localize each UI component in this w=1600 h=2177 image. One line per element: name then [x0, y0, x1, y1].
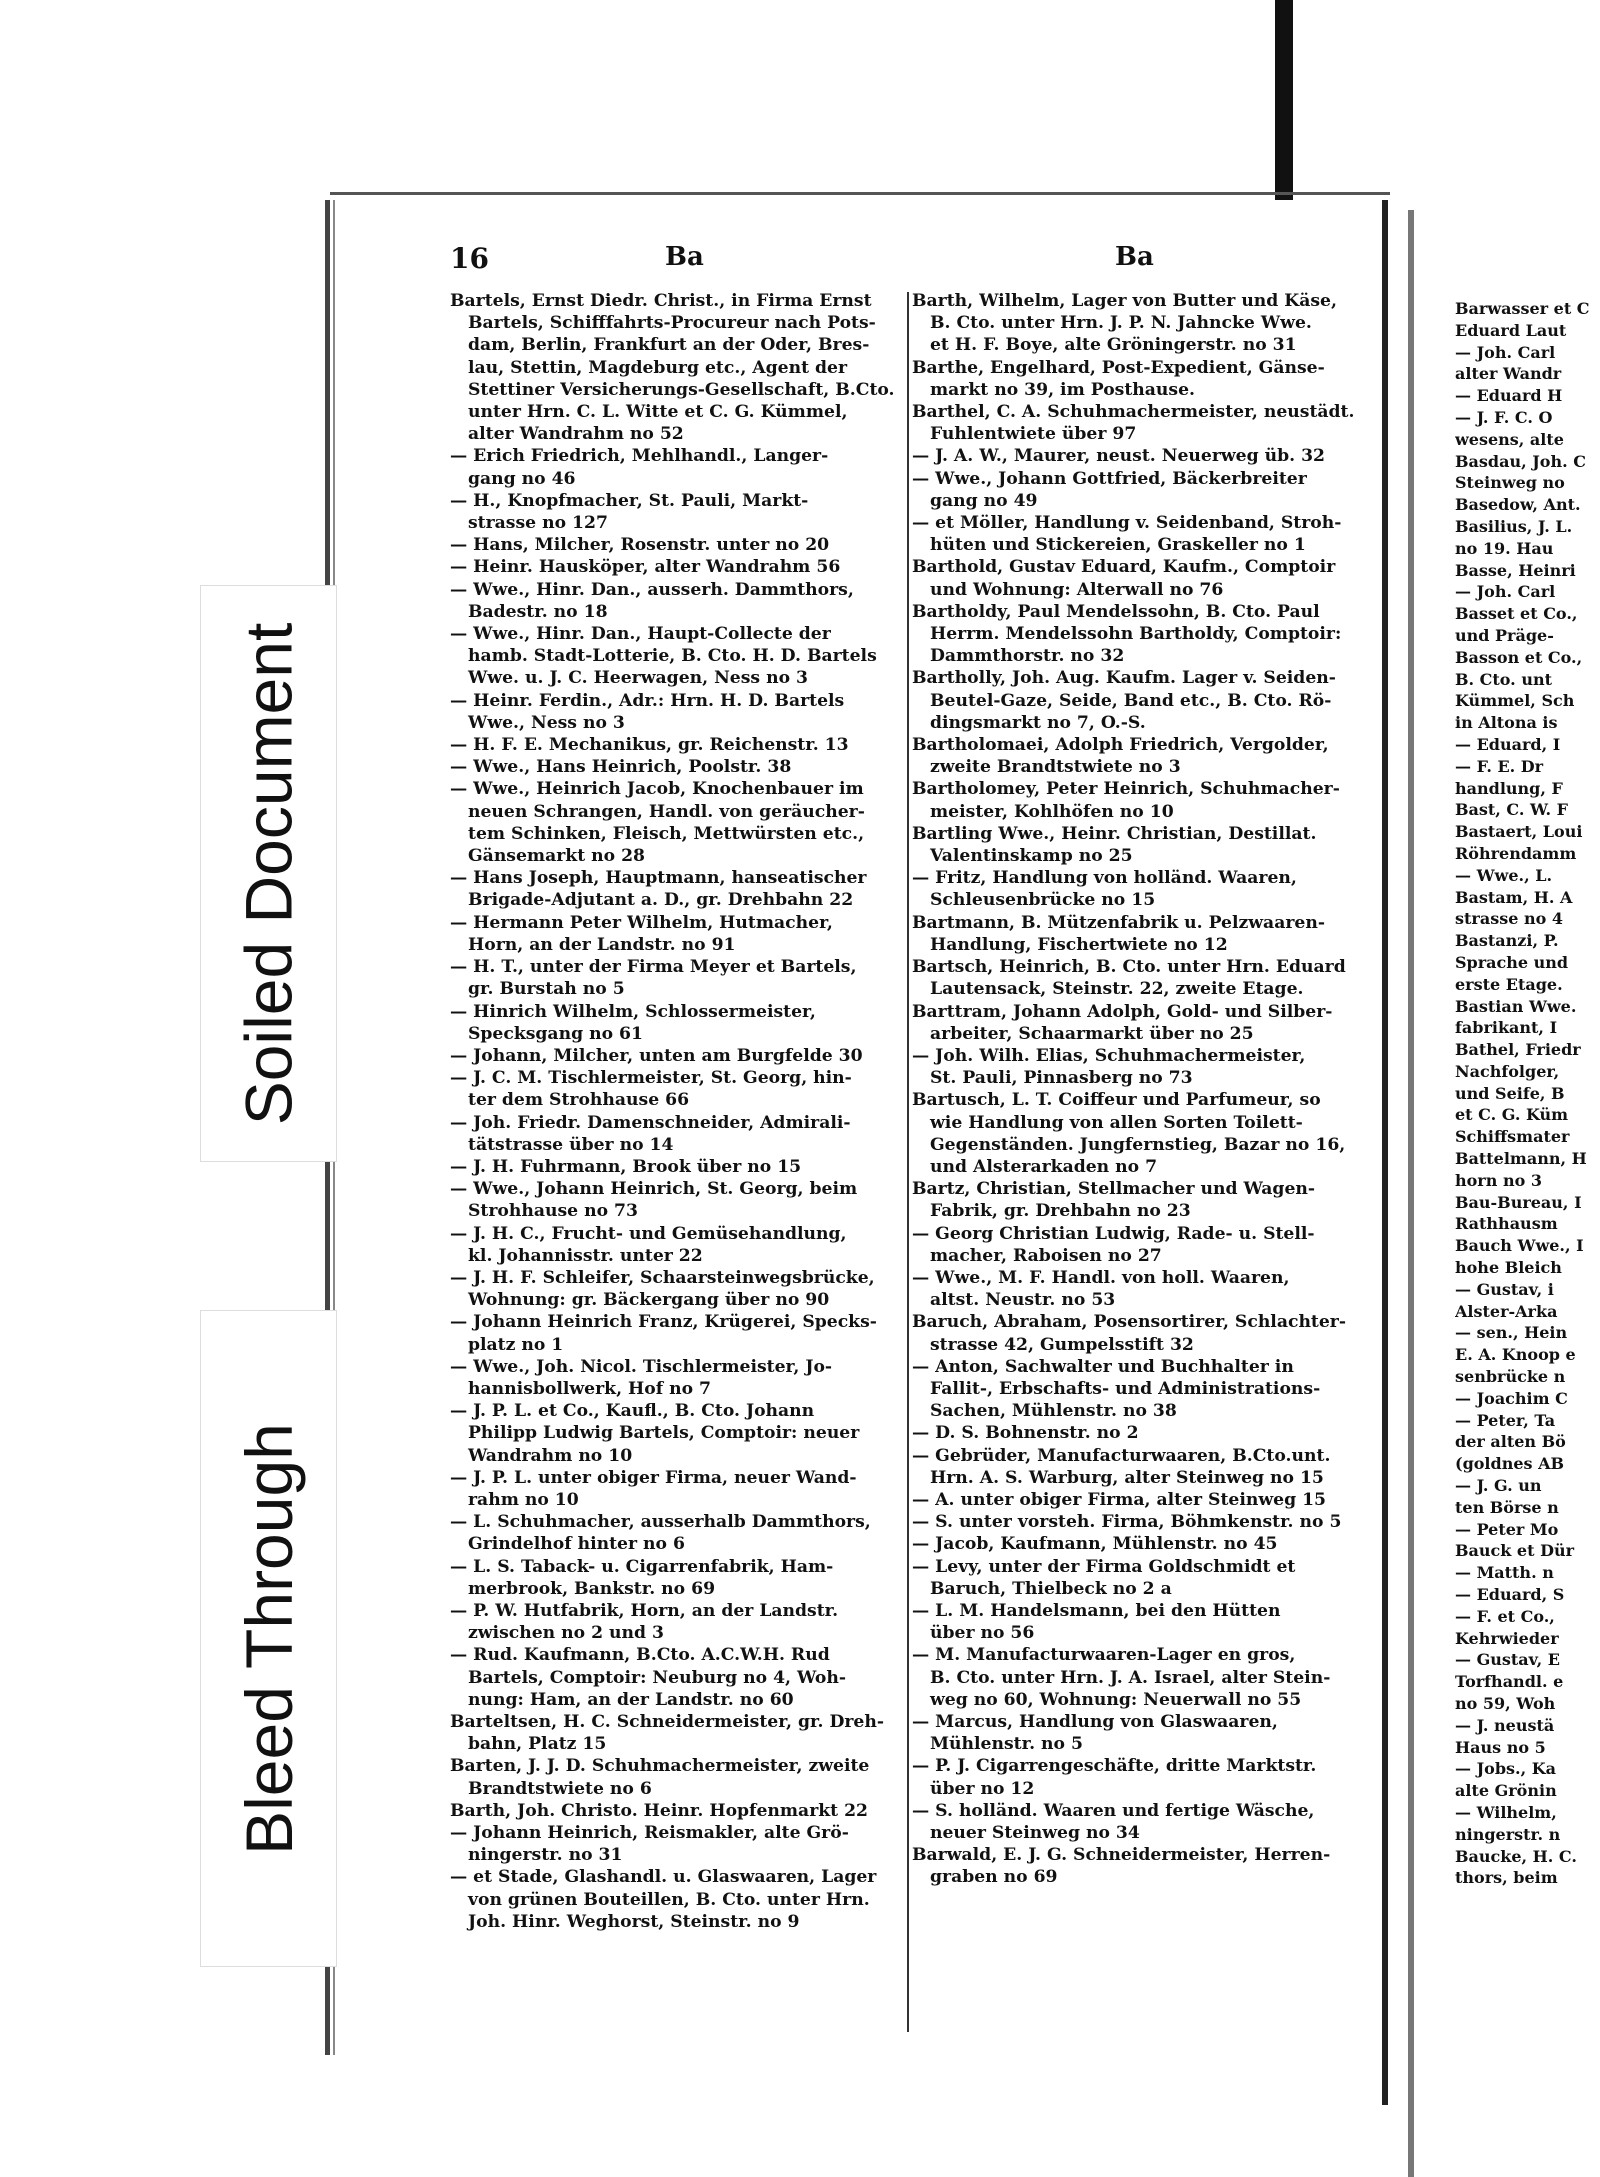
directory-entry-line: — Georg Christian Ludwig, Rade- u. Stell- [912, 1223, 1315, 1244]
directory-entry-line: — Erich Friedrich, Mehlhandl., Langer- [450, 446, 829, 467]
column-divider [907, 292, 909, 2032]
directory-entry-line: — Wwe., Johann Gottfried, Bäckerbreiter [912, 468, 1307, 489]
adjacent-page-line: — Wilhelm, [1455, 1802, 1557, 1822]
directory-entry-line: Strohhause no 73 [468, 1201, 638, 1222]
directory-entry-line: Bartsch, Heinrich, B. Cto. unter Hrn. Eduard [912, 957, 1346, 978]
adjacent-page-line: fabrikant, I [1455, 1018, 1558, 1038]
directory-entry-line: — P. W. Hutfabrik, Horn, an der Landstr. [450, 1600, 839, 1621]
directory-entry-line: Barth, Joh. Christo. Heinr. Hopfenmarkt 22 [450, 1800, 869, 1821]
directory-entry-line: — L. Schuhmacher, ausserhalb Dammthors, [450, 1512, 871, 1533]
adjacent-page-line: — Eduard, S [1455, 1585, 1565, 1605]
directory-entry-line: — Hinrich Wilhelm, Schlossermeister, [450, 1001, 816, 1022]
adjacent-page-line: — F. et Co., [1455, 1606, 1555, 1626]
adjacent-page-line: Battelmann, H [1455, 1149, 1587, 1169]
directory-entry-line: Sachen, Mühlenstr. no 38 [930, 1401, 1177, 1422]
far-right-column [1455, 298, 1600, 1889]
adjacent-page-line: alte Grönin [1455, 1781, 1557, 1801]
adjacent-page-line: — sen., Hein [1455, 1323, 1568, 1343]
directory-entry-line: Bartels, Schifffahrts-Procureur nach Pots- [468, 313, 876, 334]
adjacent-page-line: — Joachim C [1455, 1388, 1568, 1408]
directory-entry-line: alter Wandrahm no 52 [468, 424, 684, 445]
directory-entry-line: Beutel-Gaze, Seide, Band etc., B. Cto. Rö- [930, 690, 1332, 711]
adjacent-page-line: Torfhandl. e [1455, 1672, 1564, 1692]
directory-entry-line: — Wwe., Heinrich Jacob, Knochenbauer im [450, 779, 864, 800]
adjacent-page-line: — Gustav, i [1455, 1279, 1554, 1299]
directory-entry-line: Fallit-, Erbschafts- und Administrations- [930, 1378, 1321, 1399]
directory-entry-line: rahm no 10 [468, 1489, 579, 1510]
directory-entry-line: — Johann Heinrich, Reismakler, alte Grö- [450, 1823, 849, 1844]
adjacent-page-line: senbrücke n [1455, 1367, 1566, 1387]
directory-entry-line: Fuhlentwiete über 97 [930, 424, 1137, 445]
directory-entry-line: Bartling Wwe., Heinr. Christian, Destillat. [912, 823, 1317, 844]
directory-entry-line: Bartmann, B. Mützenfabrik u. Pelzwaaren- [912, 912, 1325, 933]
directory-entry-line: Schleusenbrücke no 15 [930, 890, 1156, 911]
adjacent-page-line: Bastam, H. A [1455, 887, 1573, 907]
adjacent-page-line: Bauck et Dür [1455, 1541, 1574, 1561]
directory-entry-line: — Jacob, Kaufmann, Mühlenstr. no 45 [912, 1534, 1278, 1555]
directory-entry-line: — et Stade, Glashandl. u. Glaswaaren, Lager [450, 1867, 877, 1888]
directory-entry-line: gang no 46 [468, 468, 576, 489]
adjacent-page-line: Eduard Laut [1455, 320, 1567, 340]
directory-entry-line: Barten, J. J. D. Schuhmachermeister, zweite [450, 1756, 870, 1777]
soiled-document-label [200, 585, 337, 1162]
directory-entry-line: merbrook, Bankstr. no 69 [468, 1578, 716, 1599]
directory-entry-line: altst. Neustr. no 53 [930, 1290, 1116, 1311]
adjacent-page-line: — Matth. n [1455, 1563, 1554, 1583]
directory-entry-line: strasse 42, Gumpelsstift 32 [930, 1334, 1194, 1355]
adjacent-page-line: — F. E. Dr [1455, 756, 1544, 776]
adjacent-page-line: ten Börse n [1455, 1497, 1559, 1517]
directory-entry-line: hamb. Stadt-Lotterie, B. Cto. H. D. Bartels [468, 646, 877, 667]
directory-entry-line: — J. P. L. unter obiger Firma, neuer Wand- [450, 1467, 857, 1488]
directory-entry-line: und Alsterarkaden no 7 [930, 1156, 1158, 1177]
directory-entry-line: — et Möller, Handlung v. Seidenband, Stroh- [912, 513, 1342, 534]
directory-entry-line: Specksgang no 61 [468, 1023, 643, 1044]
directory-entry-line: — Marcus, Handlung von Glaswaaren, [912, 1712, 1278, 1732]
directory-entry-line: kl. Johannisstr. unter 22 [468, 1245, 703, 1266]
directory-entry-line: Badestr. no 18 [468, 601, 608, 622]
directory-entry-line: tätstrasse über no 14 [468, 1134, 674, 1155]
directory-entry-line: Wwe. u. J. C. Heerwagen, Ness no 3 [468, 668, 808, 689]
directory-entry-line: Barth, Wilhelm, Lager von Butter und Käse, [912, 291, 1337, 311]
directory-entry-line: Bartels, Ernst Diedr. Christ., in Firma Ernst [450, 291, 872, 311]
adjacent-page-line: — Eduard H [1455, 386, 1563, 406]
adjacent-page-line: — J. G. un [1455, 1476, 1542, 1496]
directory-entry-line: Wohnung: gr. Bäckergang über no 90 [468, 1290, 830, 1311]
directory-entry-line: Baruch, Abraham, Posensortirer, Schlachter- [912, 1312, 1346, 1333]
adjacent-page-line: horn no 3 [1455, 1170, 1542, 1190]
directory-entry-line: Barthold, Gustav Eduard, Kaufm., Comptoir [912, 557, 1336, 578]
directory-entry-line: markt no 39, im Posthause. [930, 379, 1196, 400]
adjacent-page-line: Kehrwieder [1455, 1628, 1559, 1648]
adjacent-page-line: — Peter Mo [1455, 1519, 1559, 1539]
directory-entry-line: Philipp Ludwig Bartels, Comptoir: neuer [468, 1423, 860, 1444]
bleed-through-text: Bleed Through [231, 1422, 306, 1855]
directory-entry-line: Bartels, Comptoir: Neuburg no 4, Woh- [468, 1667, 847, 1688]
directory-entry-line: B. Cto. unter Hrn. J. P. N. Jahncke Wwe. [930, 313, 1312, 334]
adjacent-page-line: ningerstr. n [1455, 1824, 1561, 1844]
adjacent-page-line: und Präge- [1455, 625, 1554, 645]
directory-entry-line: — J. H. F. Schleifer, Schaarsteinwegsbrücke, [450, 1267, 875, 1288]
header-letters-left: Ba [665, 242, 704, 272]
adjacent-page-line: Basilius, J. L. [1455, 516, 1573, 536]
directory-entry-line: — Levy, unter der Firma Goldschmidt et [912, 1556, 1296, 1577]
directory-entry-line: über no 12 [930, 1778, 1035, 1799]
directory-entry-line: — H. T., unter der Firma Meyer et Bartels, [450, 957, 857, 978]
directory-entry-line: — H., Knopfmacher, St. Pauli, Markt- [450, 490, 809, 511]
directory-entry-line: dam, Berlin, Frankfurt an der Oder, Bres- [468, 335, 870, 356]
directory-entry-line: Handlung, Fischertwiete no 12 [930, 934, 1228, 955]
page-frame-top [330, 192, 1390, 195]
directory-entry-line: zweite Brandtstwiete no 3 [930, 757, 1181, 778]
directory-entry-line: Grindelhof hinter no 6 [468, 1534, 685, 1555]
adjacent-page-line: E. A. Knoop e [1455, 1345, 1576, 1365]
directory-entry-line: zwischen no 2 und 3 [468, 1623, 664, 1644]
directory-entry-line: gang no 49 [930, 490, 1038, 511]
directory-entry-line: — J. H. Fuhrmann, Brook über no 15 [450, 1156, 802, 1177]
directory-entry-line: Brigade-Adjutant a. D., gr. Drehbahn 22 [468, 890, 854, 911]
bleed-through-label [200, 1310, 337, 1967]
adjacent-page-line: Baucke, H. C. [1455, 1846, 1577, 1866]
directory-entry-line: — S. holländ. Waaren und fertige Wäsche, [912, 1800, 1315, 1821]
adjacent-page-line: Basson et Co., [1455, 647, 1583, 667]
adjacent-page-line: erste Etage. [1455, 974, 1563, 994]
directory-entry-line: — Wwe., Hinr. Dan., Haupt-Collecte der [450, 624, 831, 645]
directory-entry-line: hannisbollwerk, Hof no 7 [468, 1378, 712, 1399]
adjacent-page-line: — Gustav, E [1455, 1650, 1560, 1670]
directory-entry-line: — S. unter vorsteh. Firma, Böhmkenstr. no 5 [912, 1512, 1342, 1533]
directory-entry-line: Horn, an der Landstr. no 91 [468, 934, 736, 955]
adjacent-page-line: B. Cto. unt [1455, 669, 1552, 689]
directory-entry-line: Valentinskamp no 25 [930, 846, 1133, 867]
adjacent-page-line: Rathhausm [1455, 1214, 1558, 1234]
directory-entry-line: — Johann, Milcher, unten am Burgfelde 30 [450, 1045, 863, 1066]
directory-entry-line: — H. F. E. Mechanikus, gr. Reichenstr. 13 [450, 735, 849, 756]
directory-entry-line: St. Pauli, Pinnasberg no 73 [930, 1068, 1193, 1089]
adjacent-page-line: — Peter, Ta [1455, 1410, 1556, 1430]
directory-entry-line: Barteltsen, H. C. Schneidermeister, gr. Dreh- [450, 1712, 884, 1732]
directory-entry-line: Gänsemarkt no 28 [468, 846, 645, 867]
directory-entry-line: Wwe., Ness no 3 [468, 712, 625, 733]
right-page-strip [1408, 210, 1414, 2177]
adjacent-page-line: der alten Bö [1455, 1432, 1566, 1452]
directory-entry-line: dingsmarkt no 7, O.-S. [930, 712, 1146, 733]
directory-entry-line: ningerstr. no 31 [468, 1845, 623, 1866]
adjacent-page-line: Schiffsmater [1455, 1127, 1570, 1147]
directory-entry-line: Bartholomaei, Adolph Friedrich, Vergolder, [912, 735, 1329, 756]
directory-entry-line: — Heinr. Hausköper, alter Wandrahm 56 [450, 557, 841, 578]
adjacent-page-line: in Altona is [1455, 713, 1558, 733]
directory-entry-line: unter Hrn. C. L. Witte et C. G. Kümmel, [468, 402, 848, 423]
directory-entry-line: Stettiner Versicherungs-Gesellschaft, B.Cto. [468, 379, 895, 400]
directory-entry-line: B. Cto. unter Hrn. J. A. Israel, alter Stein- [930, 1667, 1331, 1688]
adjacent-page-line: Bau-Bureau, I [1455, 1192, 1582, 1212]
directory-entry-line: — Johann Heinrich Franz, Krügerei, Specks- [450, 1312, 877, 1333]
directory-entry-line: tem Schinken, Fleisch, Mettwürsten etc., [468, 823, 865, 844]
directory-entry-line: Mühlenstr. no 5 [930, 1734, 1083, 1755]
directory-entry-line: Baruch, Thielbeck no 2 a [930, 1578, 1172, 1599]
adjacent-page-line: — Wwe., L. [1455, 865, 1553, 885]
directory-entry-line: — Wwe., Hinr. Dan., ausserh. Dammthors, [450, 579, 854, 600]
directory-entry-line: — P. J. Cigarrengeschäfte, dritte Marktstr. [912, 1756, 1317, 1777]
directory-entry-line: — L. S. Taback- u. Cigarrenfabrik, Ham- [450, 1556, 834, 1577]
adjacent-page-line: Haus no 5 [1455, 1737, 1546, 1757]
directory-entry-line: strasse no 127 [468, 513, 608, 534]
adjacent-page-line: Bastian Wwe. [1455, 996, 1577, 1016]
adjacent-page-line: Bastaert, Loui [1455, 822, 1583, 842]
page-frame-right [1382, 200, 1388, 2105]
right-column [912, 290, 1374, 1889]
directory-entry-line: arbeiter, Schaarmarkt über no 25 [930, 1023, 1254, 1044]
directory-entry-line: Bartholdy, Paul Mendelssohn, B. Cto. Paul [912, 601, 1320, 622]
directory-entry-line: Herrm. Mendelssohn Bartholdy, Comptoir: [930, 624, 1342, 645]
directory-entry-line: — Wwe., M. F. Handl. von holl. Waaren, [912, 1267, 1290, 1288]
directory-entry-line: Barthe, Engelhard, Post-Expedient, Gänse- [912, 357, 1325, 378]
header-letters-right: Ba [1115, 242, 1154, 272]
adjacent-page-line: Röhrendamm [1455, 843, 1577, 863]
adjacent-page-line: — J. F. C. O [1455, 407, 1553, 427]
directory-entry-line: — Hans, Milcher, Rosenstr. unter no 20 [450, 535, 830, 556]
directory-entry-line: Bartholomey, Peter Heinrich, Schuhmacher- [912, 779, 1340, 800]
adjacent-page-line: Bastanzi, P. [1455, 931, 1559, 951]
directory-entry-line: — Joh. Wilh. Elias, Schuhmachermeister, [912, 1045, 1306, 1066]
directory-entry-line: von grünen Bouteillen, B. Cto. unter Hrn. [468, 1889, 870, 1910]
directory-entry-line: — Hans Joseph, Hauptmann, hanseatischer [450, 868, 867, 889]
directory-entry-line: Barthel, C. A. Schuhmachermeister, neustädt. [912, 402, 1355, 423]
adjacent-page-line: Basedow, Ant. [1455, 495, 1581, 515]
directory-entry-line: — J. C. M. Tischlermeister, St. Georg, hin- [450, 1068, 852, 1089]
directory-entry-line: bahn, Platz 15 [468, 1734, 607, 1755]
adjacent-page-line: et C. G. Küm [1455, 1105, 1569, 1125]
directory-entry-line: — J. H. C., Frucht- und Gemüsehandlung, [450, 1223, 847, 1244]
adjacent-page-line: Nachfolger, [1455, 1061, 1560, 1081]
directory-entry-line: neuen Schrangen, Handl. von geräucher- [468, 801, 865, 822]
adjacent-page-line: Alster-Arka [1455, 1301, 1558, 1321]
directory-entry-line: Barwald, E. J. G. Schneidermeister, Herren- [912, 1845, 1331, 1866]
directory-entry-line: Gegenständen. Jungfernstieg, Bazar no 16, [930, 1134, 1346, 1155]
directory-entry-line: wie Handlung von allen Sorten Toilett- [930, 1112, 1303, 1133]
adjacent-page-line: Bast, C. W. F [1455, 800, 1568, 820]
directory-entry-line: — L. M. Handelsmann, bei den Hütten [912, 1600, 1281, 1621]
adjacent-page-line: — Eduard, I [1455, 734, 1561, 754]
directory-entry-line: — Joh. Friedr. Damenschneider, Admirali- [450, 1112, 851, 1133]
adjacent-page-line: Sprache und [1455, 952, 1569, 972]
adjacent-page-line: hohe Bleich [1455, 1258, 1562, 1278]
directory-entry-line: — Wwe., Joh. Nicol. Tischlermeister, Jo- [450, 1356, 833, 1377]
directory-entry-line: — Fritz, Handlung von holländ. Waaren, [912, 868, 1297, 889]
adjacent-page-line: (goldnes AB [1455, 1454, 1565, 1474]
adjacent-page-line: Basse, Heinri [1455, 560, 1576, 580]
directory-entry-line: meister, Kohlhöfen no 10 [930, 801, 1174, 822]
directory-entry-line: Joh. Hinr. Weghorst, Steinstr. no 9 [468, 1911, 800, 1932]
directory-entry-line: hüten und Stickereien, Graskeller no 1 [930, 535, 1306, 556]
adjacent-page-line: — J. neustä [1455, 1715, 1555, 1735]
directory-entry-line: über no 56 [930, 1623, 1035, 1644]
left-column [450, 290, 905, 1933]
adjacent-page-line: und Seife, B [1455, 1083, 1565, 1103]
directory-entry-line: Dammthorstr. no 32 [930, 646, 1125, 667]
adjacent-page-line: Steinweg no [1455, 473, 1565, 493]
directory-entry-line: — Anton, Sachwalter und Buchhalter in [912, 1356, 1294, 1377]
directory-entry-line: Bartz, Christian, Stellmacher und Wagen- [912, 1179, 1316, 1200]
directory-entry-line: gr. Burstah no 5 [468, 979, 625, 1000]
adjacent-page-line: Bathel, Friedr [1455, 1040, 1581, 1060]
adjacent-page-line: Barwasser et C [1455, 299, 1590, 318]
directory-entry-line: platz no 1 [468, 1334, 564, 1355]
adjacent-page-line: — Joh. Carl [1455, 342, 1556, 362]
adjacent-page-line: no 19. Hau [1455, 538, 1554, 558]
directory-entry-line: — Hermann Peter Wilhelm, Hutmacher, [450, 912, 833, 933]
directory-entry-line: — Heinr. Ferdin., Adr.: Hrn. H. D. Bartels [450, 690, 845, 711]
adjacent-page-line: Bauch Wwe., I [1455, 1236, 1584, 1256]
directory-entry-line: weg no 60, Wohnung: Neuerwall no 55 [930, 1689, 1302, 1710]
adjacent-page-line: no 59, Woh [1455, 1694, 1556, 1713]
directory-entry-line: und Wohnung: Alterwall no 76 [930, 579, 1224, 600]
directory-entry-line: Bartusch, L. T. Coiffeur und Parfumeur, so [912, 1090, 1321, 1111]
directory-entry-line: — Wwe., Hans Heinrich, Poolstr. 38 [450, 757, 792, 778]
directory-entry-line: — Gebrüder, Manufacturwaaren, B.Cto.unt. [912, 1445, 1331, 1466]
directory-entry-line: Brandtstwiete no 6 [468, 1778, 652, 1799]
directory-entry-line: — J. P. L. et Co., Kaufl., B. Cto. Johann [450, 1401, 815, 1422]
directory-entry-line: — Wwe., Johann Heinrich, St. Georg, beim [450, 1179, 858, 1200]
adjacent-page-line: — Jobs., Ka [1455, 1759, 1556, 1779]
directory-entry-line: ter dem Strohhause 66 [468, 1090, 690, 1111]
adjacent-page-line: handlung, F [1455, 778, 1563, 798]
directory-entry-line: Bartholly, Joh. Aug. Kaufm. Lager v. Seiden- [912, 668, 1336, 689]
directory-entry-line: lau, Stettin, Magdeburg etc., Agent der [468, 357, 847, 378]
adjacent-page-line: wesens, alte [1455, 429, 1564, 449]
directory-entry-line: Lautensack, Steinstr. 22, zweite Etage. [930, 979, 1304, 1000]
soiled-document-text: Soiled Document [231, 622, 306, 1125]
adjacent-page-line: — Joh. Carl [1455, 582, 1556, 602]
directory-entry-line: nung: Ham, an der Landstr. no 60 [468, 1689, 794, 1710]
page-number: 16 [450, 242, 489, 275]
directory-entry-line: Fabrik, gr. Drehbahn no 23 [930, 1201, 1191, 1222]
adjacent-page-line: thors, beim [1455, 1868, 1558, 1888]
binding-top [1275, 0, 1293, 200]
directory-entry-line: neuer Steinweg no 34 [930, 1823, 1140, 1844]
directory-entry-line: macher, Raboisen no 27 [930, 1245, 1162, 1266]
adjacent-page-line: Basset et Co., [1455, 604, 1578, 624]
directory-entry-line: — D. S. Bohnenstr. no 2 [912, 1423, 1139, 1444]
adjacent-page-line: Kümmel, Sch [1455, 691, 1575, 711]
adjacent-page-line: strasse no 4 [1455, 909, 1563, 929]
directory-entry-line: Wandrahm no 10 [468, 1445, 633, 1466]
directory-entry-line: — Rud. Kaufmann, B.Cto. A.C.W.H. Rud [450, 1645, 830, 1666]
directory-entry-line: Barttram, Johann Adolph, Gold- und Silber- [912, 1001, 1333, 1022]
adjacent-page-line: alter Wandr [1455, 364, 1562, 384]
directory-entry-line: — J. A. W., Maurer, neust. Neuerweg üb. 32 [912, 446, 1326, 467]
adjacent-page-line: Basdau, Joh. C [1455, 451, 1586, 471]
directory-entry-line: — A. unter obiger Firma, alter Steinweg 15 [912, 1489, 1327, 1510]
directory-entry-line: Hrn. A. S. Warburg, alter Steinweg no 15 [930, 1467, 1324, 1488]
directory-entry-line: et H. F. Boye, alte Gröningerstr. no 31 [930, 335, 1297, 356]
directory-entry-line: — M. Manufacturwaaren-Lager en gros, [912, 1645, 1296, 1666]
directory-entry-line: graben no 69 [930, 1867, 1058, 1888]
